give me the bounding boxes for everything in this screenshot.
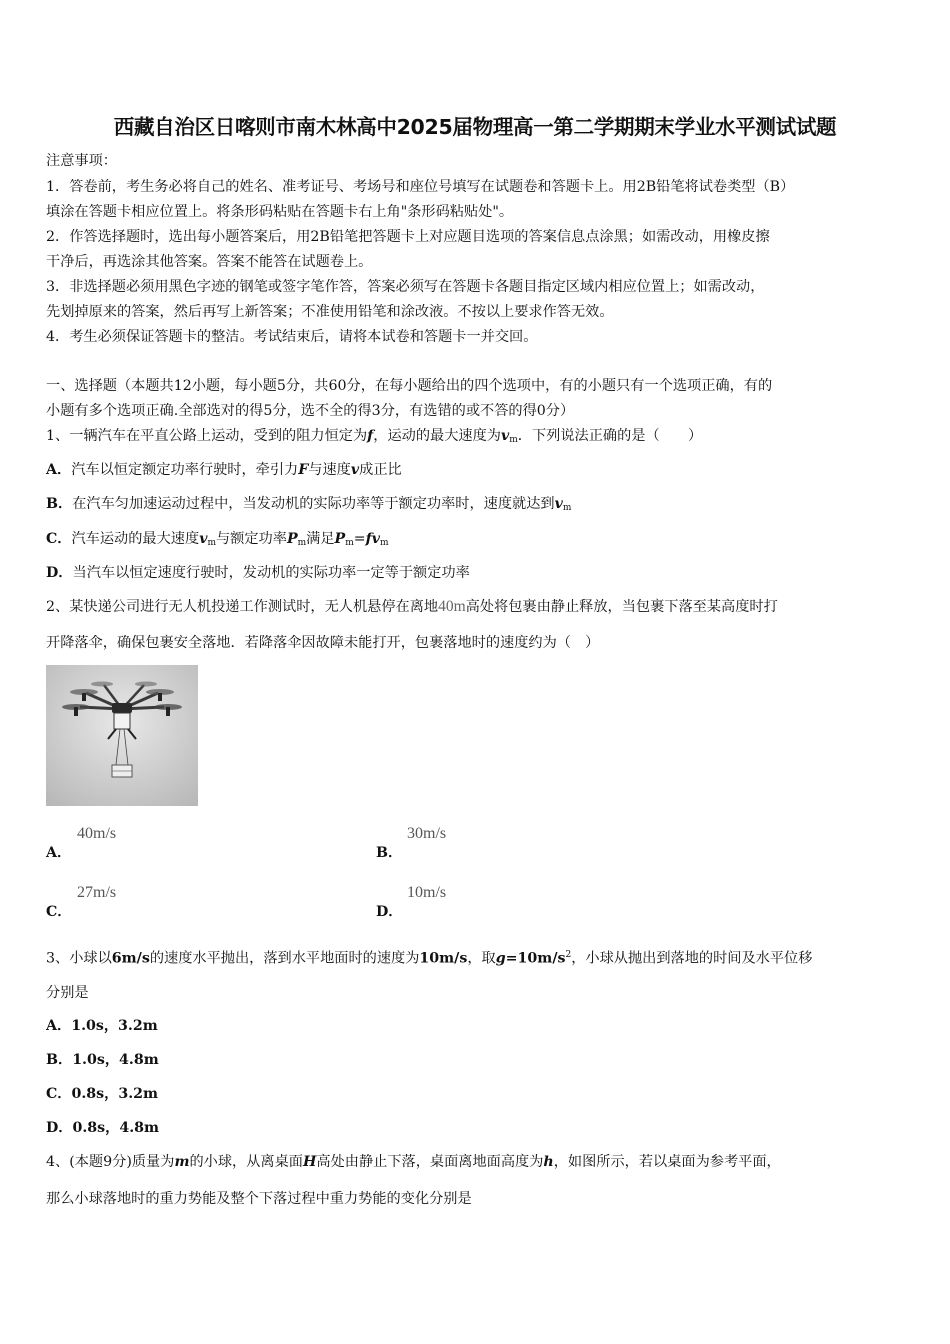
option-text: 在汽车匀加速运动过程中，当发动机的实际功率等于额定功率时，速度就达到	[72, 496, 555, 512]
option-label: A．	[46, 462, 72, 478]
var-f: f	[365, 531, 372, 547]
q3-option-c	[46, 1085, 158, 1103]
option-text: 满足	[306, 531, 335, 547]
option-text: 0.8s，3.2m	[71, 1086, 159, 1102]
q4-stem-text: 高处由静止下落，桌面离地面高度为	[316, 1154, 544, 1170]
q3-stem	[46, 946, 812, 968]
drone-image	[46, 665, 198, 806]
q1-v: v	[500, 428, 510, 444]
notice-heading: 注意事项：	[46, 153, 117, 169]
q1-stem-text: 1、一辆汽车在平直公路上运动，受到的阻力恒定为	[46, 428, 368, 444]
q1-f: f	[367, 428, 374, 444]
q4-stem-text: 的小球，从离桌面	[189, 1154, 303, 1170]
q3-option-d	[46, 1119, 159, 1137]
notice-line: 1．答卷前，考生务必将自己的姓名、准考证号、考场号和座位号填写在试题卷和答题卡上。用2B铅笔将试卷类型（B）	[46, 179, 795, 195]
q3-stem-cont: 分别是	[46, 985, 89, 1001]
q3-option-a	[46, 1017, 158, 1035]
notice-line: 先划掉原来的答案，然后再写上新答案；不准使用铅笔和涂改液。不按以上要求作答无效。	[46, 304, 614, 320]
option-label: D．	[46, 565, 73, 581]
q4-stem-text: ，如图所示，若以桌面为参考平面，	[553, 1154, 781, 1170]
option-text: 汽车运动的最大速度	[71, 531, 200, 547]
notice-line: 3．非选择题必须用黑色字迹的钢笔或签字笔作答，答案必须写在答题卡各题目指定区域内相应位置上；如需改动，	[46, 279, 765, 295]
option-text: 1.0s，4.8m	[72, 1052, 159, 1068]
q2-option-d-value: 10m/s	[407, 884, 447, 901]
q4-stem	[46, 1153, 781, 1171]
option-text: 0.8s，4.8m	[72, 1120, 160, 1136]
equals-sign: =	[353, 531, 366, 547]
q2-option-a-label: A．	[46, 845, 72, 861]
option-label: A．	[46, 1018, 72, 1034]
option-text: 当汽车以恒定速度行驶时，发动机的实际功率一定等于额定功率	[72, 565, 470, 581]
var-F: F	[298, 462, 309, 478]
q1-option-b	[46, 495, 571, 517]
sub-m: m	[380, 538, 389, 548]
q2-stem-cont: 开降落伞，确保包裹安全落地．若降落伞因故障未能打开，包裹落地时的速度约为（ ）	[46, 635, 600, 651]
sub-m: m	[297, 538, 307, 548]
q1-option-d	[46, 564, 470, 582]
q3-v1: 10m/s	[419, 950, 468, 967]
q2-option-b-value: 30m/s	[407, 825, 447, 842]
q1-option-c	[46, 530, 389, 552]
option-label: B．	[46, 496, 73, 512]
option-text: 成正比	[359, 462, 402, 478]
q3-stem-text: ，小球从抛出到落地的时间及水平位移	[571, 950, 813, 967]
sub-m: m	[562, 503, 572, 513]
var-v: v	[350, 462, 360, 478]
q2-stem	[46, 598, 778, 616]
option-text: 1.0s，3.2m	[71, 1018, 158, 1034]
q2-stem-text: 高处将包裹由静止释放，当包裹下落至某高度时打	[465, 599, 778, 615]
superscript-2: 2	[565, 950, 572, 960]
q2-stem-text: 2、某快递公司进行无人机投递工作测试时，无人机悬停在离地	[46, 599, 439, 615]
var-v: v	[371, 531, 381, 547]
option-label: C．	[46, 1086, 72, 1102]
var-H: H	[302, 1154, 317, 1170]
notice-line: 填涂在答题卡相应位置上。将条形码粘贴在答题卡右上角"条形码粘贴处"。	[46, 204, 514, 220]
option-label: D．	[46, 1120, 73, 1136]
option-text: 与速度	[308, 462, 351, 478]
q2-option-a-value: 40m/s	[77, 825, 117, 842]
q1-sub-m: m	[509, 435, 518, 445]
notice-line: 2．作答选择题时，选出每小题答案后，用2B铅笔把答题卡上对应题目选项的答案信息点涂黑；如需改动，用橡皮擦	[46, 229, 770, 245]
q3-stem-text: 的速度水平抛出，落到水平地面时的速度为	[149, 950, 420, 967]
q2-option-d-label: D．	[376, 904, 403, 920]
q3-g-value: =10m/s	[505, 950, 566, 967]
q3-option-b	[46, 1051, 159, 1069]
q1-stem-text: ．下列说法正确的是（ ）	[517, 428, 703, 444]
var-v: v	[199, 531, 208, 547]
q2-height: 40m	[438, 598, 466, 615]
q2-option-c-label: C．	[46, 904, 72, 920]
notice-line: 4．考生必须保证答题卡的整洁。考试结束后，请将本试卷和答题卡一并交回。	[46, 329, 538, 345]
option-label: C．	[46, 531, 72, 547]
sub-m: m	[207, 538, 216, 548]
var-m: m	[174, 1154, 190, 1170]
var-P: P	[334, 531, 346, 547]
option-text: 与额定功率	[215, 531, 287, 547]
var-h: h	[543, 1154, 554, 1170]
page-title: 西藏自治区日喀则市南木林高中2025届物理高一第二学期期末学业水平测试试题	[113, 115, 837, 139]
q1-stem-text: ，运动的最大速度为	[373, 428, 501, 444]
var-v: v	[554, 496, 563, 512]
var-g: g	[495, 950, 506, 967]
section-heading: 一、选择题（本题共12小题，每小题5分，共60分，在每小题给出的四个选项中，有的小题只有一个选项正确，有的	[46, 378, 773, 394]
option-label: B．	[46, 1052, 73, 1068]
var-P: P	[286, 531, 298, 547]
section-heading-cont: 小题有多个选项正确.全部选对的得5分，选不全的得3分，有选错的或不答的得0分）	[46, 403, 575, 419]
notice-line: 干净后，再选涂其他答案。答案不能答在试题卷上。	[46, 254, 373, 270]
q4-stem-text: 4、(本题9分)质量为	[46, 1154, 175, 1170]
sub-m: m	[345, 538, 354, 548]
q2-option-b-label: B．	[376, 845, 403, 861]
q2-option-c-value: 27m/s	[77, 884, 117, 901]
q4-stem-cont: 那么小球落地时的重力势能及整个下落过程中重力势能的变化分别是	[46, 1191, 472, 1207]
q3-v0: 6m/s	[111, 950, 150, 967]
option-text: 汽车以恒定额定功率行驶时，牵引力	[71, 462, 299, 478]
q1-stem	[46, 427, 702, 449]
q3-stem-text: 3、小球以	[46, 950, 112, 967]
q3-stem-text: ，取	[467, 950, 496, 967]
q1-option-a	[46, 461, 402, 479]
